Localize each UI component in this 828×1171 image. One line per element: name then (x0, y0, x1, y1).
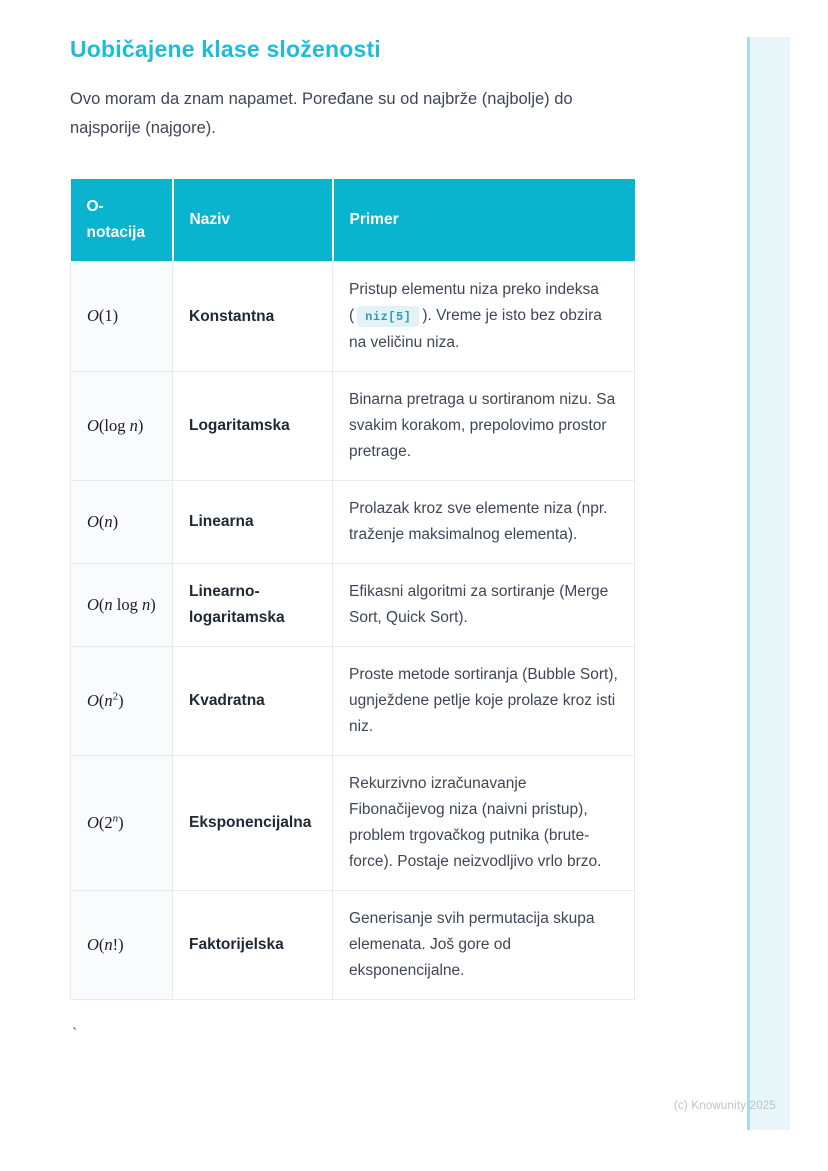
inline-code: niz[5] (357, 306, 419, 327)
notation-cell (71, 262, 173, 372)
notation-cell (71, 481, 173, 564)
notation-cell (71, 372, 173, 481)
notation-cell (71, 564, 173, 647)
notation-cell (71, 647, 173, 756)
name-cell: Eksponencijalna (173, 756, 333, 891)
table-header-row (71, 179, 635, 262)
example-cell: Generisanje svih permutacija skupa elemenata. Još gore od eksponencijalne. (333, 891, 635, 1000)
big-o-notation: O(2$^n$) (87, 812, 124, 832)
column-header-o-notation: O-notacija (71, 179, 173, 262)
stray-backtick: ` (70, 1026, 80, 1043)
column-header-example: Primer (333, 179, 635, 262)
intro-paragraph: Ovo moram da znam napamet. Poređane su od najbrže (najbolje) do najsporije (najgore). (70, 90, 573, 137)
table-row (71, 891, 635, 1000)
big-o-notation: O(log n) (87, 415, 144, 435)
notation-cell (71, 756, 173, 891)
name-cell: Faktorijelska (173, 891, 333, 1000)
example-cell: Binarna pretraga u sortiranom nizu. Sa svakim korakom, prepolovimo prostor pretrage. (333, 372, 635, 481)
page-title: Uobičajene klase složenosti (70, 36, 381, 62)
column-header-name: Naziv (173, 179, 333, 262)
example-cell: Rekurzivno izračunavanje Fibonačijevog niza (naivni pristup), problem trgovačkog putnika (brute-force). Postaje neizvodljivo vrlo brzo. (333, 756, 635, 891)
example-cell: Efikasni algoritmi za sortiranje (Merge Sort, Quick Sort). (333, 564, 635, 647)
big-o-notation: O(n!) (87, 934, 124, 954)
footer-credit: (c) Knowunity 2025 (673, 1100, 776, 1112)
big-o-notation: O(n) (87, 511, 119, 531)
name-cell: Logaritamska (173, 372, 333, 481)
example-cell: Prolazak kroz sve elemente niza (npr. traženje maksimalnog elementa). (333, 481, 635, 564)
table-row (71, 262, 635, 372)
table-row (71, 481, 635, 564)
name-cell: Linearno-logaritamska (173, 564, 333, 647)
example-cell: Proste metode sortiranja (Bubble Sort), ugnježdene petlje koje prolaze kroz isti niz. (333, 647, 635, 756)
page-edge-highlight-bar (747, 37, 790, 1130)
name-cell: Kvadratna (173, 647, 333, 756)
notation-cell (71, 891, 173, 1000)
example-cell: Pristup elementu niza preko indeksa ( niz[5] ). Vreme je isto bez obzira na veličinu niza. (333, 262, 635, 372)
big-o-notation: O(n log n) (87, 594, 156, 614)
document-page (70, 36, 636, 1043)
table-row (71, 372, 635, 481)
name-cell: Linearna (173, 481, 333, 564)
table-row (71, 647, 635, 756)
table-row (71, 756, 635, 891)
big-o-notation: O(1) (87, 306, 119, 325)
complexity-table (70, 179, 635, 1000)
name-cell: Konstantna (173, 262, 333, 372)
big-o-notation: $O(n^2)$ (87, 690, 124, 710)
table-row (71, 564, 635, 647)
